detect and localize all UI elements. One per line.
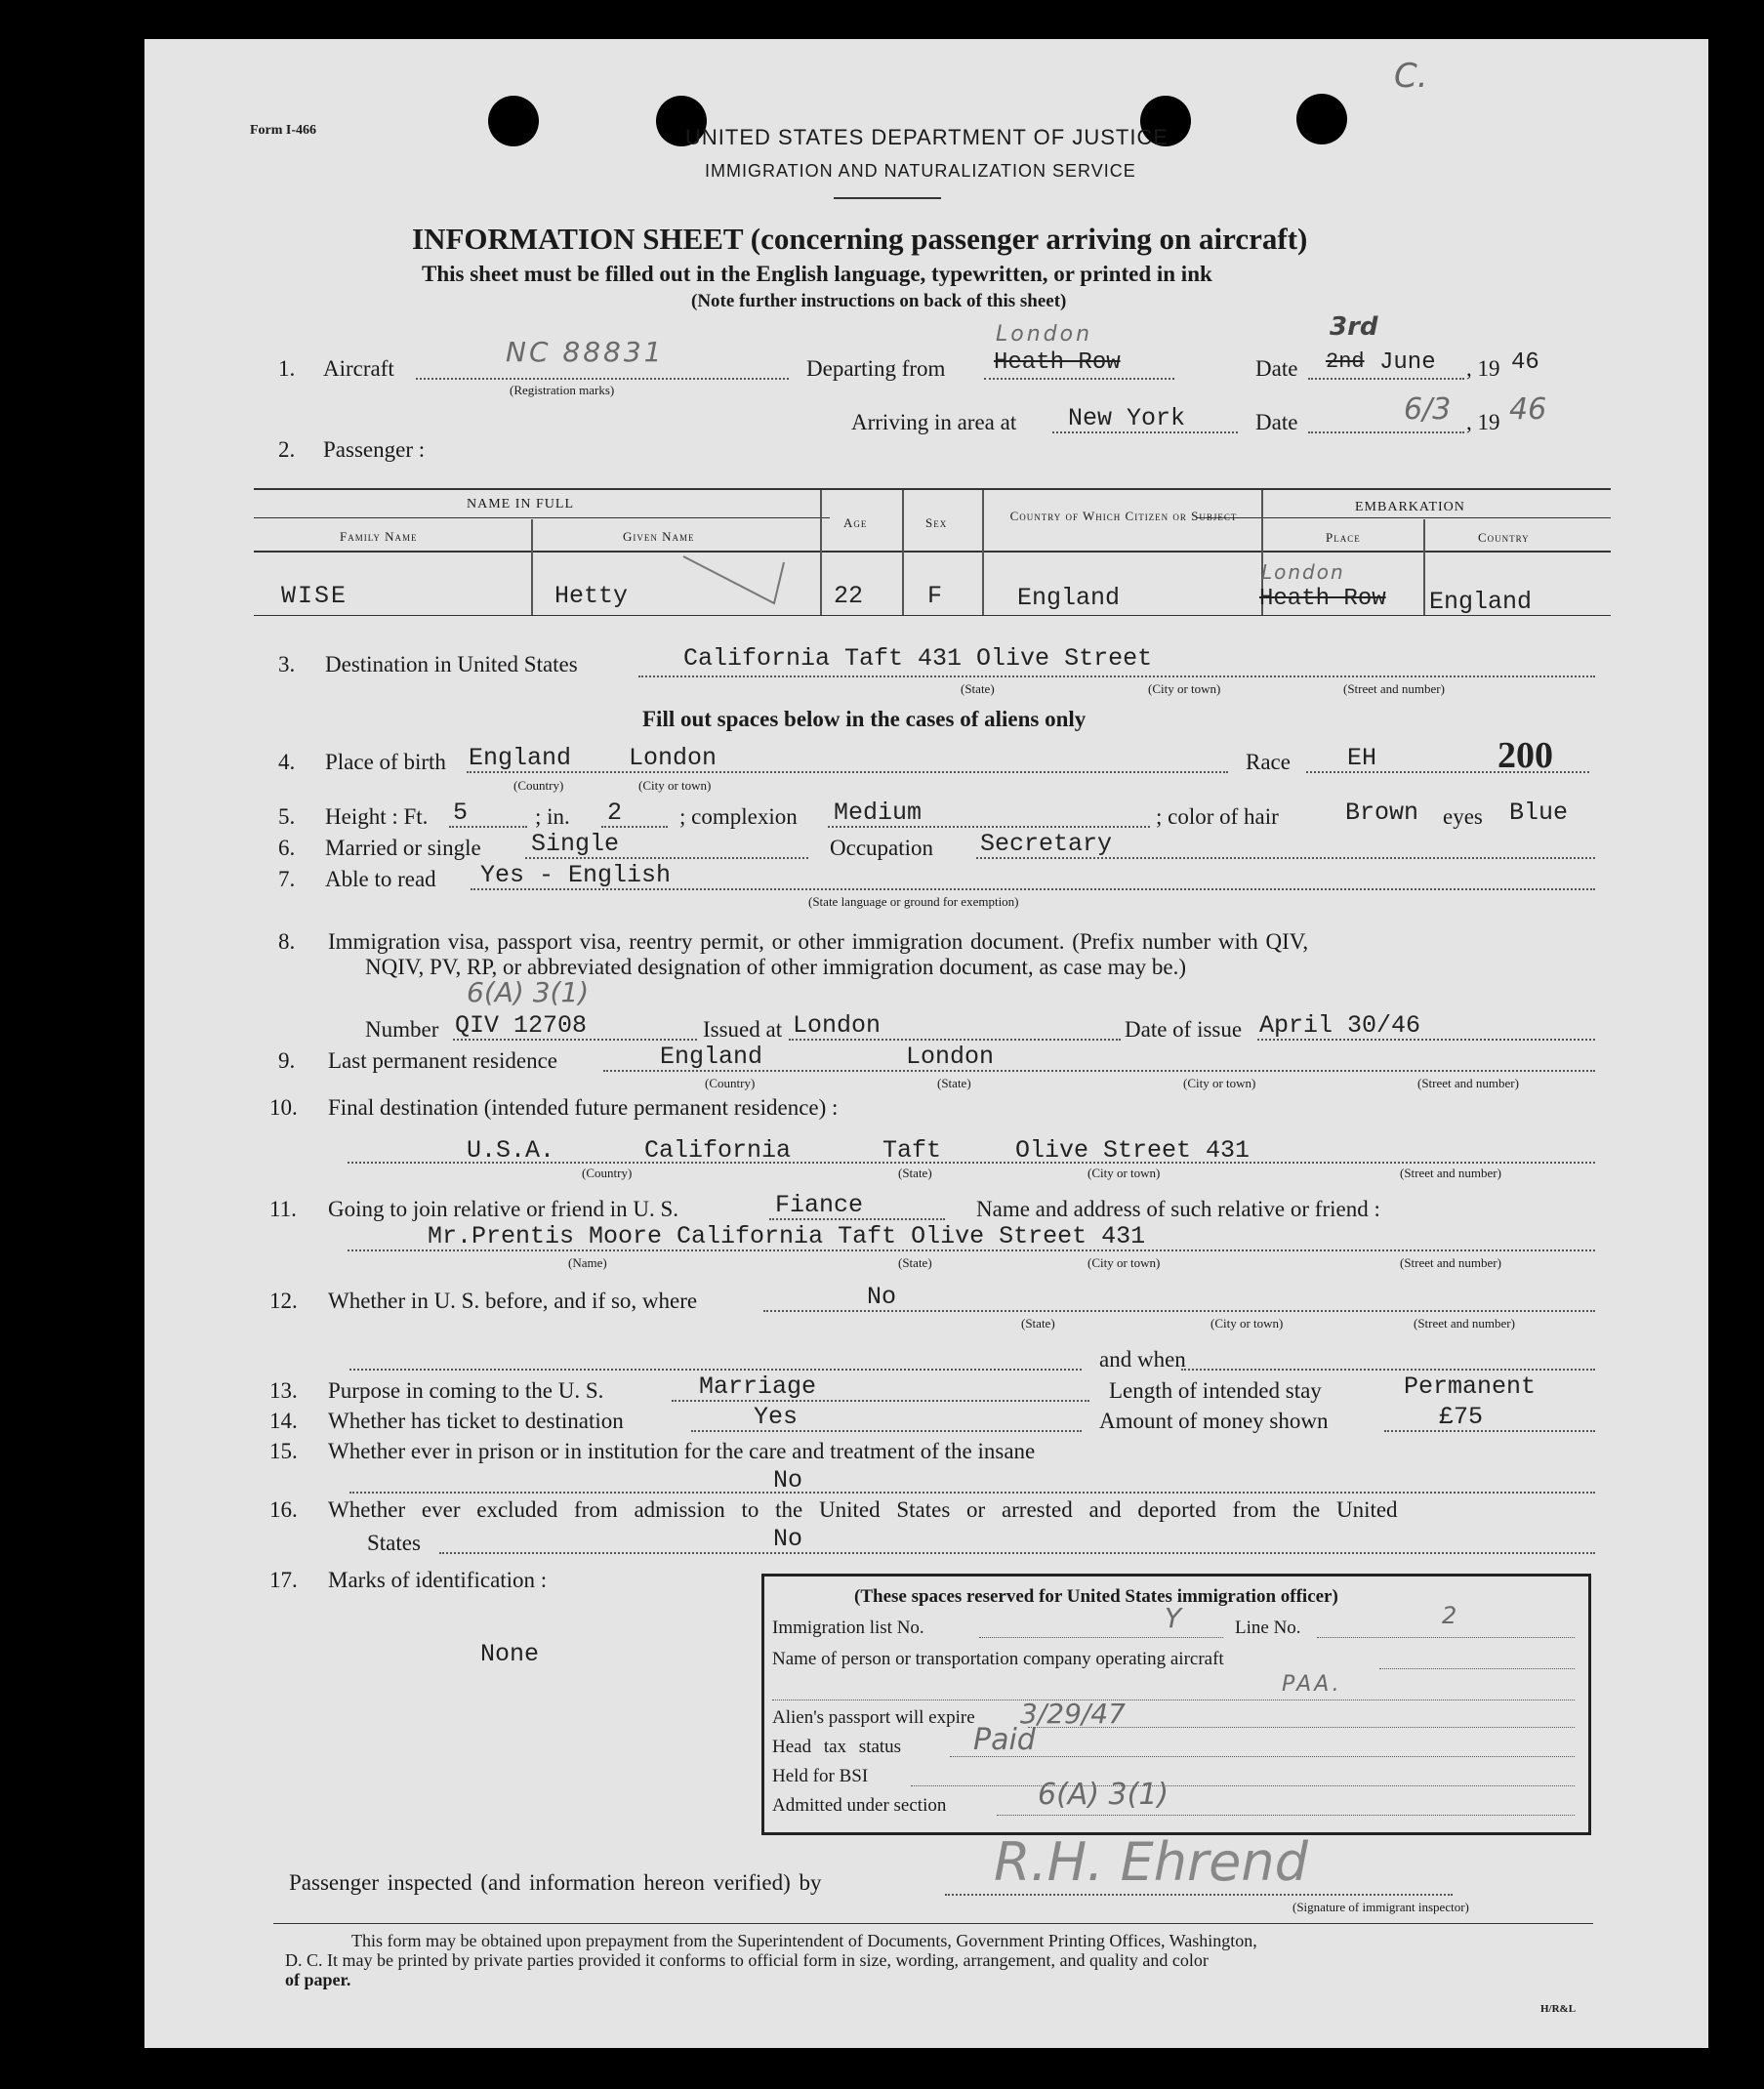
visa-hand-note: 6(A) 3(1) [467,976,590,1008]
head-tax-value: Paid [973,1723,1036,1757]
residence-country: England [660,1043,763,1071]
prison-label: Whether ever in prison or in institution for the care and treatment of the insane [328,1439,1036,1463]
service: IMMIGRATION AND NATURALIZATION SERVICE [705,161,1136,181]
country-header: Country [1478,530,1530,545]
date-handwritten: 3rd [1330,312,1378,342]
corner-mark: C. [1394,57,1428,96]
street-caption: (Street and number) [1417,1076,1519,1090]
relative-address: Mr.Prentis Moore California Taft Olive Street 431 [428,1222,1146,1250]
table-rule [1197,517,1611,518]
height-in: 2 [607,799,623,827]
issue-date-value: April 30/46 [1259,1011,1421,1040]
dotted-line [1317,1637,1575,1638]
excluded-value: No [773,1525,803,1553]
form-number: Form I-466 [250,123,317,138]
item7-number: 7. [278,867,296,891]
final-destination-label: Final destination (intended future permanent residence) : [328,1095,839,1120]
read-value: Yes - English [480,861,672,889]
date-struck: 2nd [1326,349,1365,374]
punch-hole [488,96,539,146]
dotted-line [349,1369,1082,1371]
footer-code: H/R&L [1540,2003,1577,2015]
dotted-line [1308,431,1464,433]
street-caption: (Street and number) [1400,1255,1501,1270]
issued-value: London [793,1011,882,1040]
citizenship-header: Country of Which Citizen or Subject [1009,509,1238,523]
date-year: 46 [1511,349,1539,376]
given-name-cell: Hetty [554,582,629,610]
race-code: 200 [1497,735,1553,776]
item3-number: 3. [278,652,296,676]
dotted-line [1181,1369,1595,1371]
race-value: EH [1347,744,1377,772]
dotted-line [1308,378,1464,380]
item8-number: 8. [278,929,296,954]
table-rule [254,488,1611,490]
date-month: June [1379,349,1436,376]
list-value: Y [1165,1602,1182,1634]
issued-label: Issued at [703,1017,783,1042]
visa-text-1: Immigration visa, passport visa, reentry permit, or other immigration document. (Prefix number with QIV, [328,929,1309,954]
marital-value: Single [531,830,620,858]
departing-handwritten: London [996,322,1093,347]
read-caption: (State language or ground for exemption) [808,894,1019,909]
item1-number: 1. [278,356,296,381]
dotted-line [1052,431,1238,433]
passenger-label: Passenger : [323,437,426,462]
complexion-label: ; complexion [679,804,798,829]
section-label: Admitted under section [772,1795,947,1816]
visa-number-label: Number [365,1017,439,1042]
state-caption: (State) [898,1255,932,1270]
item5-number: 5. [278,804,296,829]
embarkation-header: EMBARKATION [1355,500,1465,514]
table-rule [254,551,1611,553]
purpose-value: Marriage [699,1372,817,1401]
visa-number: QIV 12708 [455,1011,588,1040]
table-divider [1423,519,1425,615]
dotted-line [1384,1430,1595,1432]
dotted-line [979,1637,1223,1638]
footer-line-2: D. C. It may be printed by private parties provided it conforms to official form in size, wording, arrangement, and quality and color [285,1950,1209,1970]
item12-number: 12. [269,1289,298,1313]
date-year-prefix: , 19 [1466,356,1500,381]
previous-visit-value: No [867,1283,897,1311]
hair-value: Brown [1345,799,1419,827]
table-divider [982,490,984,615]
form-subtitle: This sheet must be filled out in the English language, typewritten, or printed in ink [422,262,1212,286]
line-value: 2 [1442,1602,1457,1629]
item6-number: 6. [278,836,296,860]
state-caption: (State) [898,1166,932,1180]
footer-rule [273,1923,1593,1924]
age-cell: 22 [834,582,864,610]
birthplace-label: Place of birth [325,750,446,774]
sex-cell: F [927,582,943,610]
final-city: Taft [882,1136,942,1165]
line-label: Line No. [1235,1618,1301,1638]
passport-expiry-label: Alien's passport will expire [772,1707,975,1728]
item10-number: 10. [269,1095,298,1120]
dotted-line [349,1492,1595,1494]
punch-hole [1296,94,1347,144]
issue-date-label: Date of issue [1125,1017,1243,1042]
occupation-label: Occupation [830,836,934,860]
officer-box-title: (These spaces reserved for United States immigration officer) [854,1586,1338,1607]
header-rule [834,197,941,199]
birth-city: London [629,744,718,772]
stay-value: Permanent [1404,1372,1537,1401]
state-caption: (State) [1021,1316,1055,1331]
arrival-year: 46 [1509,392,1547,427]
country-caption: (Country) [582,1166,633,1180]
item11-number: 11. [269,1197,297,1221]
race-label: Race [1246,750,1291,774]
list-label: Immigration list No. [772,1618,924,1638]
and-when-label: and when [1099,1347,1186,1372]
state-caption: (State) [937,1076,971,1090]
table-rule [254,517,830,518]
dotted-line [439,1552,1595,1554]
inspector-signature: R.H. Ehrend [994,1831,1308,1893]
eyes-value: Blue [1509,799,1569,827]
name-in-full-header: NAME IN FULL [467,497,574,512]
identification-label: Marks of identification : [328,1568,548,1592]
item13-number: 13. [269,1378,298,1403]
section-value: 6(A) 3(1) [1038,1778,1169,1812]
operator-label: Name of person or transportation company operating aircraft [772,1649,1224,1669]
dotted-line [416,378,789,380]
arrival-year-prefix: , 19 [1466,410,1500,434]
country-caption: (Country) [513,778,564,793]
aliens-heading: Fill out spaces below in the cases of aliens only [642,707,1087,731]
dotted-line [997,1815,1575,1816]
footer-line-1: This form may be obtained upon prepayment from the Superintendent of Documents, Government Printing Offices, Washington, [351,1931,1257,1950]
age-header: Age [843,515,868,530]
ticket-label: Whether has ticket to destination [328,1409,624,1433]
occupation-value: Secretary [980,830,1113,858]
inspection-label: Passenger inspected (and information hereon verified) by [289,1870,822,1895]
destination-value: California Taft 431 Olive Street [683,644,1153,673]
passport-expiry-value: 3/29/47 [1020,1698,1126,1730]
city-caption: (City or town) [1183,1076,1256,1090]
residence-label: Last permanent residence [328,1048,557,1073]
table-divider [820,490,822,615]
dotted-line [638,676,1595,677]
relative-name-label: Name and address of such relative or friend : [976,1197,1380,1221]
table-divider [531,519,533,615]
money-label: Amount of money shown [1099,1409,1329,1433]
state-caption: (State) [961,681,995,696]
city-caption: (City or town) [1087,1255,1161,1270]
table-rule [254,615,1611,616]
final-country: U.S.A. [467,1136,555,1165]
dotted-line [691,1430,1082,1432]
street-caption: (Street and number) [1414,1316,1515,1331]
sex-header: Sex [925,515,948,530]
form-note: (Note further instructions on back of this sheet) [691,291,1067,311]
city-caption: (City or town) [1210,1316,1284,1331]
street-caption: (Street and number) [1400,1166,1501,1180]
arriving-value: New York [1068,404,1186,432]
item9-number: 9. [278,1048,296,1073]
city-caption: (City or town) [1087,1166,1161,1180]
height-ft: 5 [453,799,469,827]
height-label: Height : Ft. [325,804,429,829]
aircraft-label: Aircraft [323,356,394,381]
country-caption: (Country) [705,1076,756,1090]
place-header: Place [1326,530,1361,545]
bsi-label: Held for BSI [772,1766,869,1786]
item14-number: 14. [269,1409,298,1433]
complexion-value: Medium [834,799,923,827]
footer-line-3: of paper. [285,1970,351,1989]
final-street: Olive Street 431 [1015,1136,1251,1165]
signature-caption: (Signature of immigrant inspector) [1292,1900,1469,1914]
birth-country: England [469,744,572,772]
given-name-header: Given Name [623,529,695,544]
officer-box [761,1574,1591,1835]
marital-label: Married or single [325,836,481,860]
excluded-text-2: States [367,1531,421,1555]
departing-typed: Heath Row [994,349,1121,376]
department: UNITED STATES DEPARTMENT OF JUSTICE [685,125,1169,149]
form-sheet [144,39,1708,2048]
stay-label: Length of intended stay [1109,1378,1322,1403]
city-caption: (City or town) [1148,681,1221,696]
dotted-line [467,771,1228,773]
dotted-line [911,1785,1575,1786]
relation-value: Fiance [775,1191,864,1219]
previous-visit-label: Whether in U. S. before, and if so, where [328,1289,698,1313]
residence-city: London [906,1043,995,1071]
dotted-line [950,1756,1575,1757]
city-caption: (City or town) [638,778,712,793]
arrival-date-label: Date [1255,410,1298,434]
operator-value: PAA. [1282,1672,1342,1697]
dotted-line [984,378,1174,380]
item4-number: 4. [278,750,296,774]
departing-label: Departing from [806,356,946,381]
hair-label: ; color of hair [1156,804,1279,829]
head-tax-label: Head tax status [772,1737,902,1757]
given-name-checkmark [681,554,789,613]
family-name-header: Family Name [340,529,418,544]
embark-place-handwritten: London [1261,560,1345,584]
height-in-label: ; in. [535,804,570,829]
item2-number: 2. [278,437,296,462]
item17-number: 17. [269,1568,298,1592]
eyes-label: eyes [1443,804,1483,829]
form-title: INFORMATION SHEET (concerning passenger arriving on aircraft) [412,222,1308,256]
name-caption: (Name) [568,1255,607,1270]
dotted-line [945,1894,1453,1896]
aircraft-value: NC 88831 [506,336,665,368]
final-state: California [644,1136,792,1165]
embark-country-cell: England [1429,588,1533,616]
street-caption: (Street and number) [1343,681,1445,696]
arriving-label: Arriving in area at [851,410,1017,434]
table-divider [902,490,904,615]
arrival-date: 6/3 [1404,392,1452,427]
visa-text-2: NQIV, PV, RP, or abbreviated designation of other immigration document, as case may be.) [365,955,1187,979]
destination-label: Destination in United States [325,652,578,676]
identification-value: None [480,1640,540,1668]
family-name-cell: WISE [281,582,349,610]
dotted-line [1379,1668,1575,1669]
prison-value: No [773,1466,803,1495]
embark-place-cell: Heath Row [1259,586,1386,612]
purpose-label: Purpose in coming to the U. S. [328,1378,604,1403]
item15-number: 15. [269,1439,298,1463]
citizen-cell: England [1017,584,1121,612]
excluded-text-1: Whether ever excluded from admission to the United States or arrested and deported from the United [328,1497,1398,1522]
date-label: Date [1255,356,1298,381]
item16-number: 16. [269,1497,298,1522]
money-value: £75 [1439,1403,1484,1431]
read-label: Able to read [325,867,436,891]
registration-caption: (Registration marks) [510,383,615,397]
relative-label: Going to join relative or friend in U. S. [328,1197,678,1221]
ticket-value: Yes [754,1403,799,1431]
